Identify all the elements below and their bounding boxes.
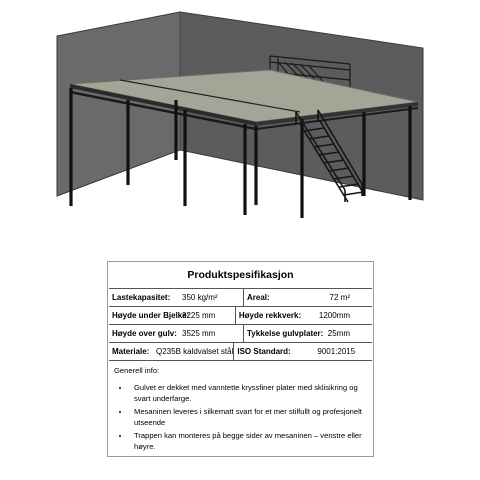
spec-value: 9001:2015 (317, 347, 356, 356)
spec-value: 3225 mm (182, 311, 216, 320)
general-heading: Generell info: (114, 366, 160, 375)
spec-label: Lastekapasitet: (112, 293, 171, 302)
list-item: • Gulvet er dekket med vanntette kryssfiner plater med sklisikring og svart underfarge. (130, 382, 367, 404)
spec-label: Materiale: (112, 347, 150, 356)
spec-row (109, 325, 372, 343)
spec-value: 350 kg/m² (182, 293, 218, 302)
spec-label: Areal: (247, 293, 270, 302)
spec-label: ISO Standard: (237, 347, 291, 356)
spec-label: Tykkelse gulvplater: (247, 329, 324, 338)
spec-value: 25mm (327, 329, 350, 338)
spec-value: 72 m² (329, 293, 350, 302)
general-info (108, 361, 373, 452)
spec-row (109, 289, 372, 307)
spec-title: Produktspesifikasjon (187, 269, 294, 281)
spec-value: Q235B kaldvalset stål (156, 347, 234, 356)
spec-table (109, 288, 372, 361)
list-item: • Trappen kan monteres på begge sider av mesaninen – venstre eller høyre. (130, 430, 367, 452)
spec-value: 1200mm (318, 311, 350, 320)
spec-row (109, 343, 372, 361)
list-item: • Mesaninen leveres i silkematt svart for et mer stilfullt og profesjonelt utseende (130, 406, 367, 428)
spec-card (107, 261, 374, 457)
spec-row (109, 307, 372, 325)
spec-label: Høyde rekkverk: (238, 311, 302, 320)
spec-label: Høyde over gulv: (112, 329, 177, 338)
general-list (114, 382, 367, 452)
spec-label: Høyde under Bjelke: (112, 311, 190, 320)
spec-value: 3525 mm (182, 329, 216, 338)
